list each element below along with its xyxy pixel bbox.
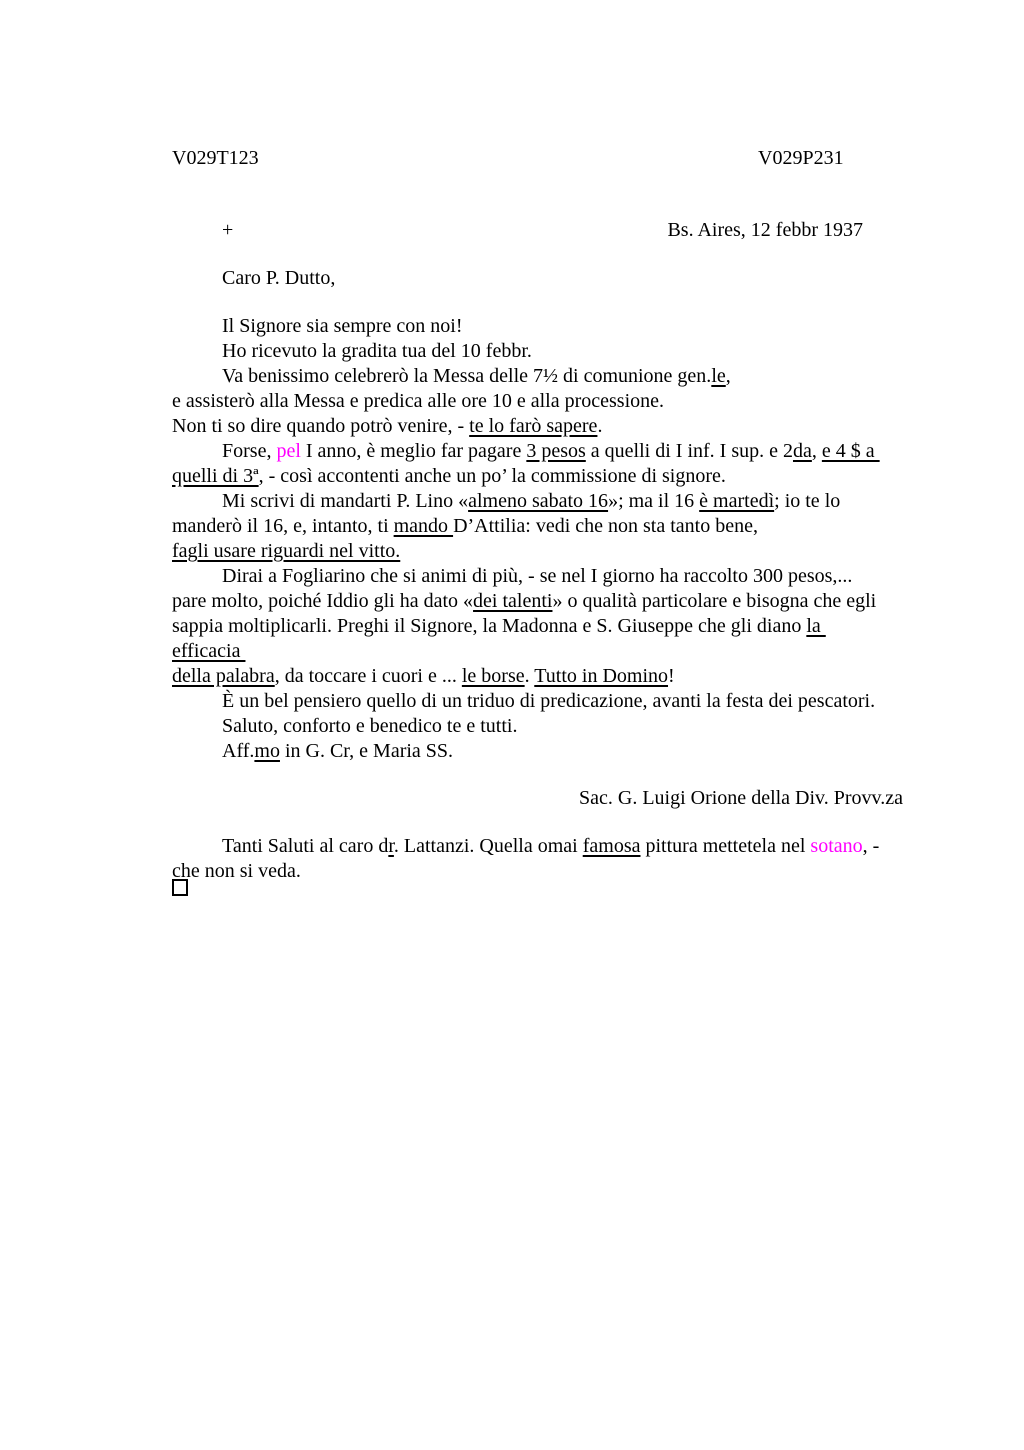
text-segment: ! (668, 665, 675, 687)
text-line (172, 464, 903, 489)
underlined-text: da (792, 440, 812, 462)
text-segment: »; ma il 16 (608, 490, 700, 512)
underlined-text: è martedì (699, 490, 775, 512)
text-segment: che non si veda. (172, 860, 301, 882)
text-line (172, 339, 903, 364)
text-segment: D’Attilia: vedi che non sta tanto bene, (453, 515, 758, 537)
underlined-text: la (806, 615, 826, 637)
text-line (172, 714, 903, 739)
text-segment: . Lattanzi. Quella omai (393, 835, 583, 857)
text-line (172, 514, 903, 539)
text-segment: ; io te lo (774, 490, 841, 512)
text-segment: È un bel pensiero quello di un triduo di predicazione, avanti la festa dei pescatori. (222, 690, 876, 712)
highlighted-word: sotano (810, 835, 863, 857)
document-page (172, 0, 903, 1450)
text-segment: . (524, 665, 535, 687)
underlined-text: Tutto in Domino (534, 665, 669, 687)
archive-code-left: V029T123 (172, 147, 259, 169)
text-segment: , (811, 440, 822, 462)
letter-body (172, 314, 903, 764)
text-segment: , - (862, 835, 880, 857)
text-segment: Tanti Saluti al caro d (222, 835, 389, 857)
text-segment: » o qualità particolare e bisogna che egli (552, 590, 877, 612)
text-segment: pare molto, poiché Iddio gli ha dato « (172, 590, 474, 612)
underlined-text: le borse (461, 665, 525, 687)
text-segment: Non ti so dire quando potrò venire, - (172, 415, 470, 437)
underlined-text: famosa (582, 835, 641, 857)
date-row (172, 218, 903, 243)
text-line (172, 439, 903, 464)
underlined-text: te lo farò sapere (469, 415, 598, 437)
text-segment: e assisterò alla Messa e predica alle ore 10 e alla processione. (172, 390, 665, 412)
signature: Sac. G. Luigi Orione della Div. Provv.za (579, 787, 903, 809)
salutation: Caro P. Dutto, (222, 267, 336, 289)
text-segment: Dirai a Fogliarino che si animi di più, - se nel I giorno ha raccolto 300 pesos,... (222, 565, 853, 587)
text-line (172, 389, 903, 414)
text-line (172, 414, 903, 439)
header-row (172, 146, 903, 171)
underlined-text: della palabra (172, 665, 275, 687)
text-line (172, 364, 903, 389)
place-date: Bs. Aires, 12 febbr 1937 (667, 219, 863, 241)
text-segment: . (597, 415, 603, 437)
text-line (172, 539, 903, 564)
text-line (172, 314, 903, 339)
cross-symbol: + (222, 219, 234, 241)
text-segment: sappia moltiplicarli. Preghi il Signore, la Madonna e S. Giuseppe che gli diano (172, 615, 807, 637)
text-segment: a quelli di I inf. I sup. e 2 (585, 440, 793, 462)
underlined-text: almeno sabato 16 (468, 490, 609, 512)
underlined-text: 3 pesos (526, 440, 586, 462)
text-line (172, 664, 903, 689)
underlined-text: e 4 $ a (821, 440, 880, 462)
text-segment: Va benissimo celebrerò la Messa delle 7½ di comunione gen. (222, 365, 712, 387)
text-segment: Aff. (222, 740, 255, 762)
text-segment: in G. Cr, e Maria SS. (279, 740, 454, 762)
postscript (172, 834, 903, 884)
archive-code-right: V029P231 (758, 147, 844, 169)
text-segment: Ho ricevuto la gradita tua del 10 febbr. (222, 340, 532, 362)
text-line (172, 834, 903, 859)
text-segment: , (725, 365, 731, 387)
underlined-text: r (388, 835, 394, 857)
underlined-text: quelli di 3ª (172, 465, 259, 487)
text-line (172, 564, 903, 589)
underlined-text: efficacia (172, 640, 246, 662)
underlined-text: dei talenti (473, 590, 553, 612)
underlined-text: fagli usare riguardi nel vitto. (172, 540, 401, 562)
text-line (172, 589, 903, 614)
text-segment: Mi scrivi di mandarti P. Lino « (222, 490, 469, 512)
text-segment: , da toccare i cuori e ... (274, 665, 462, 687)
text-segment: , - così accontenti anche un po’ la commissione di signore. (258, 465, 726, 487)
text-segment: Forse, (222, 440, 277, 462)
text-line (172, 739, 903, 764)
empty-box-glyph (172, 879, 188, 896)
underlined-text: mo (254, 740, 280, 762)
text-line (172, 639, 903, 664)
text-segment: Il Signore sia sempre con noi! (222, 315, 463, 337)
underlined-text: mando (393, 515, 454, 537)
text-line (172, 614, 903, 639)
text-segment: manderò il 16, e, intanto, ti (172, 515, 394, 537)
underlined-text: le (711, 365, 726, 387)
text-segment: I anno, è meglio far pagare (300, 440, 527, 462)
text-line (172, 689, 903, 714)
text-line (172, 489, 903, 514)
footer-row (172, 879, 903, 896)
text-segment: pittura mettetela nel (640, 835, 811, 857)
text-segment: Saluto, conforto e benedico te e tutti. (222, 715, 518, 737)
highlighted-word: pel (276, 440, 301, 462)
